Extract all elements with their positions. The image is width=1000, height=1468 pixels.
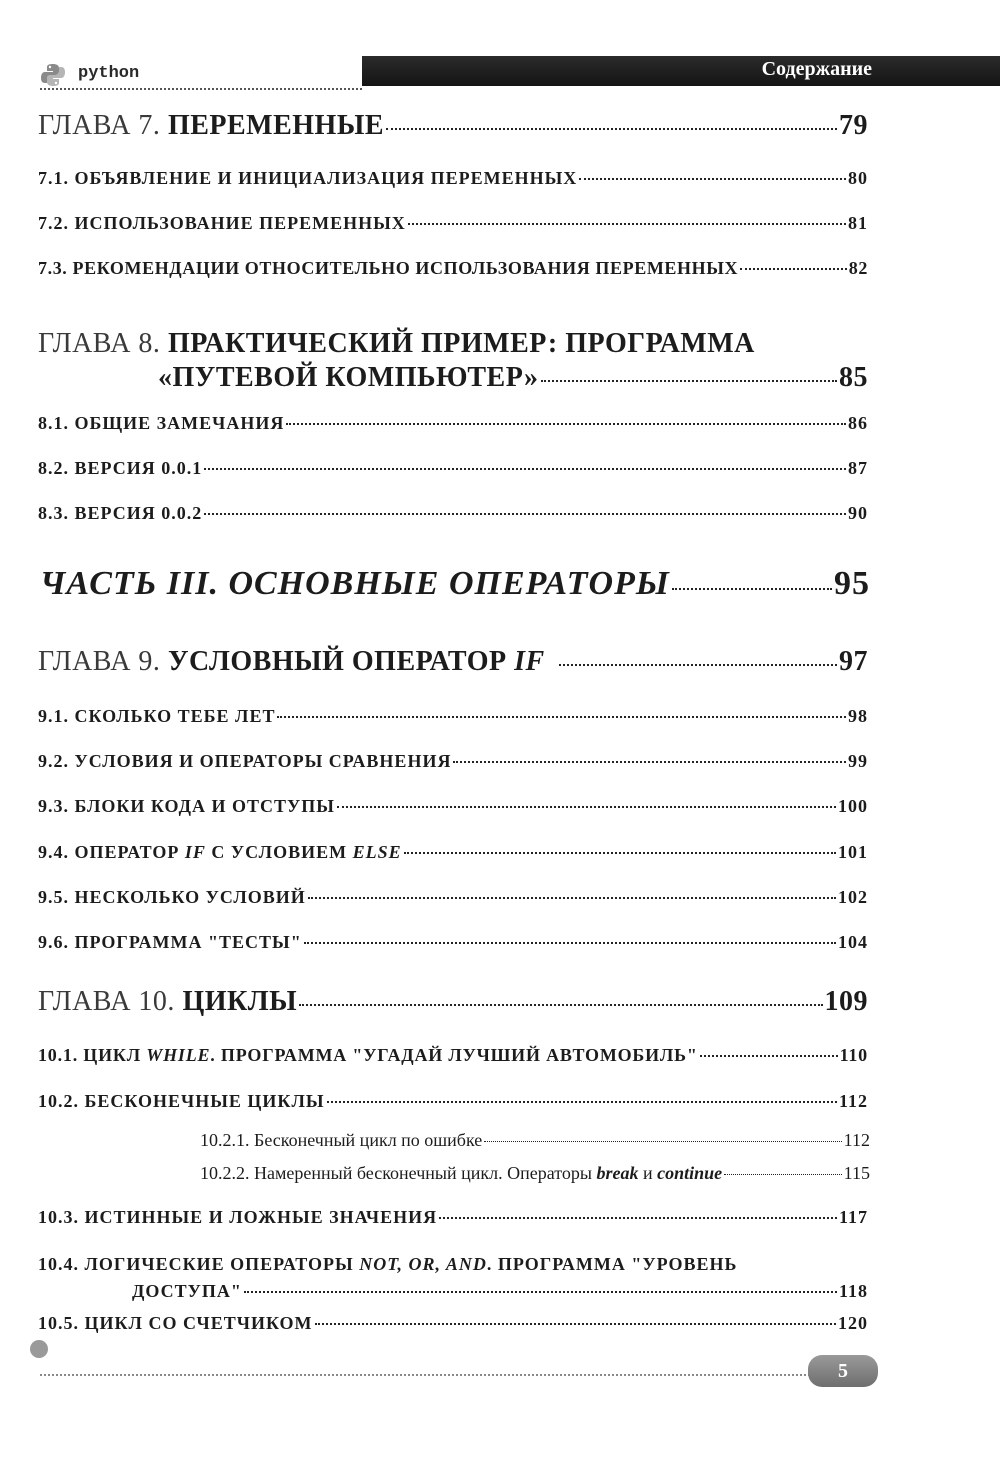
dot-leader	[579, 178, 846, 180]
toc-section-9-3[interactable]	[38, 796, 868, 817]
toc-section-8-2[interactable]	[38, 458, 868, 479]
dot-leader	[244, 1291, 837, 1293]
dot-leader	[327, 1101, 837, 1103]
section-title: 8.3. ВЕРСИЯ 0.0.2	[38, 503, 203, 523]
page-number: 86	[848, 413, 868, 433]
subsection-keyword: break	[596, 1163, 639, 1183]
page-number: 80	[848, 168, 868, 188]
toc-subsection-10-2-1[interactable]	[200, 1130, 870, 1151]
section-title-part: 10.4. ЛОГИЧЕСКИЕ ОПЕРАТОРЫ	[38, 1254, 360, 1274]
page-number: 97	[839, 646, 868, 677]
toc-section-10-5[interactable]	[38, 1313, 868, 1334]
toc-subsection-10-2-2[interactable]	[200, 1163, 870, 1184]
page-number: 112	[838, 1091, 868, 1111]
toc-chapter-8-line-1[interactable]	[38, 328, 755, 360]
dot-leader	[308, 897, 836, 899]
python-logo-icon	[40, 62, 66, 88]
section-title-part: . ПРОГРАММА "УГАДАЙ ЛУЧШИЙ АВТОМОБИЛЬ"	[210, 1045, 698, 1065]
section-title: 7.2. ИСПОЛЬЗОВАНИЕ ПЕРЕМЕННЫХ	[38, 213, 406, 233]
page-number: 104	[838, 932, 868, 952]
page-number: 5	[838, 1359, 848, 1382]
section-title: 7.1. ОБЪЯВЛЕНИЕ И ИНИЦИАЛИЗАЦИЯ ПЕРЕМЕННЫХ	[38, 168, 578, 188]
page-number: 98	[848, 706, 868, 726]
dot-leader	[453, 761, 846, 763]
page-number: 82	[848, 258, 868, 278]
toc-chapter-8-line-2[interactable]	[158, 362, 868, 394]
section-title: 9.5. НЕСКОЛЬКО УСЛОВИЙ	[38, 887, 306, 907]
section-title-part: С УСЛОВИЕМ	[205, 842, 353, 862]
dot-leader	[299, 1004, 822, 1006]
chapter-title: ПЕРЕМЕННЫЕ	[167, 110, 385, 141]
subsection-title-part: и	[638, 1163, 658, 1183]
toc-section-9-4[interactable]	[38, 842, 868, 863]
chapter-prefix: ГЛАВА 8.	[38, 328, 168, 359]
dot-leader	[386, 128, 837, 130]
page-number: 102	[838, 887, 868, 907]
dot-leader	[277, 716, 846, 718]
section-title-continued: ДОСТУПА"	[132, 1281, 242, 1301]
section-title: 9.3. БЛОКИ КОДА И ОТСТУПЫ	[38, 796, 335, 816]
dot-leader	[439, 1217, 837, 1219]
page-number: 112	[843, 1130, 870, 1150]
toc-section-8-3[interactable]	[38, 503, 868, 524]
page-number: 79	[839, 110, 868, 141]
dot-leader	[404, 852, 836, 854]
dot-leader	[315, 1323, 836, 1325]
section-title-part: 10.1. ЦИКЛ	[38, 1045, 147, 1065]
chapter-prefix: ГЛАВА 10.	[38, 986, 183, 1017]
part-title: ЧАСТЬ III. ОСНОВНЫЕ ОПЕРАТОРЫ	[40, 565, 670, 602]
toc-section-9-5[interactable]	[38, 887, 868, 908]
page-number: 87	[848, 458, 868, 478]
dot-leader	[286, 423, 846, 425]
page-number-badge	[808, 1355, 878, 1387]
dot-leader	[484, 1141, 841, 1142]
page-number: 115	[843, 1163, 870, 1183]
toc-chapter-9[interactable]	[38, 646, 868, 678]
section-title: 8.2. ВЕРСИЯ 0.0.1	[38, 458, 203, 478]
chapter-title: УСЛОВНЫЙ ОПЕРАТОР	[167, 646, 515, 677]
page-number: 90	[848, 503, 868, 523]
section-keyword: NOT, OR, AND	[359, 1254, 487, 1274]
page-number: 109	[824, 986, 868, 1017]
section-title: 9.1. СКОЛЬКО ТЕБЕ ЛЕТ	[38, 706, 276, 726]
dot-leader	[724, 1174, 842, 1175]
chapter-prefix: ГЛАВА 7.	[38, 110, 168, 141]
page-number: 99	[848, 751, 868, 771]
page-number: 101	[838, 842, 868, 862]
dot-leader	[740, 268, 847, 270]
page-number: 110	[839, 1045, 868, 1065]
section-title: Содержание	[761, 58, 872, 80]
section-title: 7.3. РЕКОМЕНДАЦИИ ОТНОСИТЕЛЬНО ИСПОЛЬЗОВАНИЯ ПЕРЕМЕННЫХ	[38, 258, 739, 278]
section-title-part: 9.4. ОПЕРАТОР	[38, 842, 185, 862]
section-keyword: WHILE	[146, 1045, 211, 1065]
chapter-prefix: ГЛАВА 9.	[38, 646, 168, 677]
section-title: 9.6. ПРОГРАММА "ТЕСТЫ"	[38, 932, 302, 952]
toc-chapter-10[interactable]	[38, 986, 868, 1018]
toc-part-3[interactable]	[40, 565, 870, 603]
dot-leader	[541, 380, 838, 382]
toc-section-10-1[interactable]	[38, 1045, 868, 1066]
page-number: 81	[848, 213, 868, 233]
section-title: 10.5. ЦИКЛ СО СЧЕТЧИКОМ	[38, 1313, 313, 1333]
section-title: 8.1. ОБЩИЕ ЗАМЕЧАНИЯ	[38, 413, 285, 433]
toc-section-7-1[interactable]	[38, 168, 868, 189]
brand-name: python	[78, 64, 140, 83]
chapter-title: ЦИКЛЫ	[182, 986, 298, 1017]
chapter-title: ПРАКТИЧЕСКИЙ ПРИМЕР: ПРОГРАММА	[167, 328, 755, 359]
section-title-part: . ПРОГРАММА "УРОВЕНЬ	[486, 1254, 738, 1274]
page-number: 95	[834, 565, 870, 602]
footer-bullet-icon	[30, 1340, 48, 1358]
toc-section-9-6[interactable]	[38, 932, 868, 953]
toc-chapter-7[interactable]	[38, 110, 868, 142]
dot-leader	[700, 1055, 838, 1057]
toc-section-10-3[interactable]	[38, 1207, 868, 1228]
dot-leader	[559, 664, 837, 666]
section-title: 10.2. БЕСКОНЕЧНЫЕ ЦИКЛЫ	[38, 1091, 325, 1111]
toc-section-9-2[interactable]	[38, 751, 868, 772]
toc-section-9-1[interactable]	[38, 706, 868, 727]
header-band	[362, 56, 1000, 86]
subsection-title: 10.2.1. Бесконечный цикл по ошибке	[200, 1130, 483, 1150]
page-number: 118	[838, 1281, 868, 1301]
page-number: 117	[838, 1207, 868, 1227]
toc-section-8-1[interactable]	[38, 413, 868, 434]
dot-leader	[408, 223, 846, 225]
toc-section-10-4-line-2[interactable]	[132, 1281, 868, 1302]
section-title: 9.2. УСЛОВИЯ И ОПЕРАТОРЫ СРАВНЕНИЯ	[38, 751, 452, 771]
dot-leader	[337, 806, 836, 808]
page-number: 85	[839, 362, 868, 393]
toc-section-7-2[interactable]	[38, 213, 868, 234]
dot-leader	[204, 513, 846, 515]
section-keyword: ELSE	[352, 842, 402, 862]
dot-leader	[672, 588, 832, 590]
dot-leader	[204, 468, 846, 470]
subsection-keyword: continue	[657, 1163, 723, 1183]
header-dotted-rule	[40, 88, 362, 90]
section-title: 10.3. ИСТИННЫЕ И ЛОЖНЫЕ ЗНАЧЕНИЯ	[38, 1207, 438, 1227]
page-number: 100	[838, 796, 868, 816]
toc-section-10-2[interactable]	[38, 1091, 868, 1112]
page-number: 120	[838, 1313, 868, 1333]
dot-leader	[304, 942, 836, 944]
chapter-title-keyword: IF	[514, 646, 545, 677]
toc-section-10-4-line-1[interactable]	[38, 1254, 737, 1275]
footer-dotted-rule	[40, 1374, 810, 1376]
chapter-title-continued: «ПУТЕВОЙ КОМПЬЮТЕР»	[158, 362, 539, 393]
toc-section-7-3[interactable]	[38, 258, 868, 279]
subsection-title-part: 10.2.2. Намеренный бесконечный цикл. Операторы	[200, 1163, 597, 1183]
section-keyword: IF	[184, 842, 206, 862]
